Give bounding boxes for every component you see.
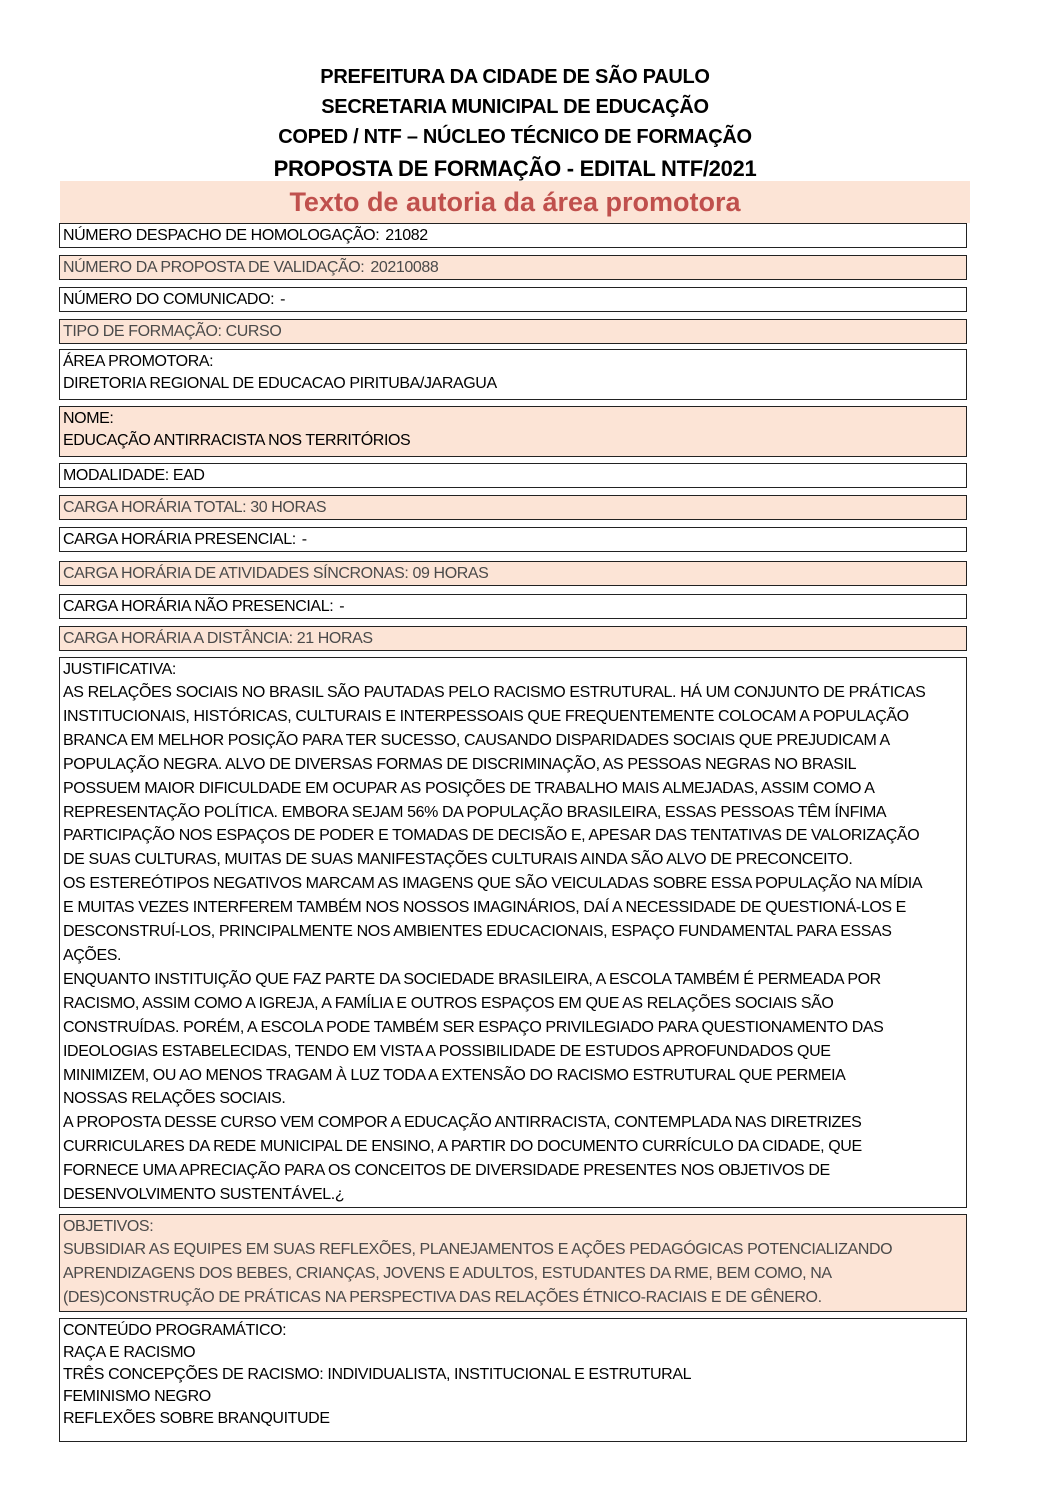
objetivos-label: OBJETIVOS: [63, 1218, 154, 1235]
conteudo-item: RAÇA E RACISMO [63, 1344, 196, 1361]
row-modalidade [59, 463, 967, 488]
header-line-1: PREFEITURA DA CIDADE DE SÃO PAULO [320, 66, 710, 88]
carga-nao-presencial-label: CARGA HORÁRIA NÃO PRESENCIAL: [63, 598, 334, 615]
comunicado-label: NÚMERO DO COMUNICADO: [63, 291, 275, 308]
tipo-formacao: TIPO DE FORMAÇÃO: CURSO [63, 323, 282, 340]
comunicado-value: - [280, 291, 286, 308]
row-nome [59, 406, 967, 457]
carga-nao-presencial-value: - [339, 598, 345, 615]
header-proposta [60, 154, 970, 184]
header-line-3: COPED / NTF – NÚCLEO TÉCNICO DE FORMAÇÃO [278, 126, 752, 148]
section-conteudo [59, 1318, 967, 1442]
carga-presencial-value: - [301, 531, 307, 548]
row-carga-total [59, 495, 967, 520]
section-objetivos [59, 1214, 967, 1312]
despacho-value: 21082 [385, 227, 428, 244]
carga-presencial-label: CARGA HORÁRIA PRESENCIAL: [63, 531, 296, 548]
conteudo-label: CONTEÚDO PROGRAMÁTICO: [63, 1322, 287, 1339]
header-line-4: PROPOSTA DE FORMAÇÃO - EDITAL NTF/2021 [273, 156, 757, 181]
row-carga-presencial [59, 527, 967, 552]
banner-text: Texto de autoria da área promotora [289, 187, 741, 217]
validacao-label: NÚMERO DA PROPOSTA DE VALIDAÇÃO: [63, 259, 365, 276]
authorship-banner [60, 181, 970, 223]
modalidade: MODALIDADE: EAD [63, 467, 205, 484]
carga-distancia: CARGA HORÁRIA A DISTÂNCIA: 21 HORAS [63, 630, 373, 647]
header-secretaria [60, 92, 970, 122]
objetivos-text: SUBSIDIAR AS EQUIPES EM SUAS REFLEXÕES, PLANEJAMENTOS E AÇÕES PEDAGÓGICAS POTENCIALIZANDO APRENDIZAGENS DOS BEBES, CRIANÇAS, JOVENS E ADULTOS, ESTUDANTES DA RME, BEM COMO, NA (DES)CONSTRUÇÃO DE PRÁTICAS NA PERSPECTIVA DAS RELAÇÕES ÉTNICO-RACIAIS E DE GÊNERO. [63, 1241, 893, 1306]
row-carga-nao-presencial [59, 594, 967, 619]
conteudo-item: FEMINISMO NEGRO [63, 1388, 211, 1405]
validacao-value: 20210088 [370, 259, 439, 276]
row-carga-sincronas [59, 561, 967, 586]
row-area-promotora [59, 349, 967, 400]
area-value: DIRETORIA REGIONAL DE EDUCACAO PIRITUBA/JARAGUA [63, 375, 497, 392]
area-label: ÁREA PROMOTORA: [63, 353, 214, 370]
row-tipo [59, 319, 967, 344]
despacho-label: NÚMERO DESPACHO DE HOMOLOGAÇÃO: [63, 227, 380, 244]
nome-label: NOME: [63, 410, 114, 427]
row-carga-distancia [59, 626, 967, 651]
justificativa-text: AS RELAÇÕES SOCIAIS NO BRASIL SÃO PAUTADAS PELO RACISMO ESTRUTURAL. HÁ UM CONJUNTO DE PRÁTICAS INSTITUCIONAIS, HISTÓRICAS, CULTURAIS E INTERPESSOAIS QUE FREQUENTEMENTE COLOCAM A POPULAÇÃO BRANCA EM MELHOR POSIÇÃO PARA TER SUCESSO, CAUSANDO DISPARIDADES SOCIAIS QUE PREJUDICAM A POPULAÇÃO NEGRA. ALVO DE DIVERSAS FORMAS DE DISCRIMINAÇÃO, AS PESSOAS NEGRAS NO BRASIL POSSUEM MAIOR DIFICULDADE EM OCUPAR AS POSIÇÕES DE TRABALHO MAIS ALMEJADAS, ASSIM COMO A REPRESENTAÇÃO POLÍTICA. EMBORA SEJAM 56% DA POPULAÇÃO BRASILEIRA, ESSAS PESSOAS TÊM ÍNFIMA PARTICIPAÇÃO NOS ESPAÇOS DE PODER E TOMADAS DE DECISÃO E, APESAR DAS TENTATIVAS DE VALORIZAÇÃO DE SUAS CULTURAS, MUITAS DE SUAS MANIFESTAÇÕES CULTURAIS AINDA SÃO ALVO DE PRECONCEITO. OS ESTEREÓTIPOS NEGATIVOS MARCAM AS IMAGENS QUE SÃO VEICULADAS SOBRE ESSA POPULAÇÃO NA MÍDIA E MUITAS VEZES INTERFEREM TAMBÉM NOS NOSSOS IMAGINÁRIOS, DAÍ A NECESSIDADE DE QUESTIONÁ-LOS E DESCONSTRUÍ-LOS, PRINCIPALMENTE NOS AMBIENTES EDUCACIONAIS, ESPAÇO FUNDAMENTAL PARA ESSAS AÇÕES. ENQUANTO INSTITUIÇÃO QUE FAZ PARTE DA SOCIEDADE BRASILEIRA, A ESCOLA TAMBÉM É PERMEADA POR RACISMO, ASSIM COMO A IGREJA, A FAMÍLIA E OUTROS ESPAÇOS EM QUE AS RELAÇÕES SOCIAIS SÃO CONSTRUÍDAS. PORÉM, A ESCOLA PODE TAMBÉM SER ESPAÇO PRIVILEGIADO PARA QUESTIONAMENTO DAS IDEOLOGIAS ESTABELECIDAS, TENDO EM VISTA A POSSIBILIDADE DE ESTUDOS APROFUNDADOS QUE MINIMIZEM, OU AO MENOS TRAGAM À LUZ TODA A EXTENSÃO DO RACISMO ESTRUTURAL QUE PERMEIA NOSSAS RELAÇÕES SOCIAIS. A PROPOSTA DESSE CURSO VEM COMPOR A EDUCAÇÃO ANTIRRACISTA, CONTEMPLADA NAS DIRETRIZES CURRICULARES DA REDE MUNICIPAL DE ENSINO, A PARTIR DO DOCUMENTO CURRÍCULO DA CIDADE, QUE FORNECE UMA APRECIAÇÃO PARA OS CONCEITOS DE DIVERSIDADE PRESENTES NOS OBJETIVOS DE DESENVOLVIMENTO SUSTENTÁVEL.¿ [63, 684, 926, 1204]
header-coped [60, 122, 970, 152]
header-line-2: SECRETARIA MUNICIPAL DE EDUCAÇÃO [321, 96, 709, 118]
carga-sincronas: CARGA HORÁRIA DE ATIVIDADES SÍNCRONAS: 09 HORAS [63, 565, 489, 582]
row-despacho [59, 223, 967, 248]
conteudo-item: REFLEXÕES SOBRE BRANQUITUDE [63, 1410, 330, 1427]
carga-total: CARGA HORÁRIA TOTAL: 30 HORAS [63, 499, 327, 516]
section-justificativa [59, 657, 967, 1208]
justificativa-label: JUSTIFICATIVA: [63, 661, 176, 678]
row-comunicado [59, 287, 967, 312]
nome-value: EDUCAÇÃO ANTIRRACISTA NOS TERRITÓRIOS [63, 432, 411, 449]
row-validacao [59, 255, 967, 280]
header-prefeitura [60, 62, 970, 92]
conteudo-item: TRÊS CONCEPÇÕES DE RACISMO: INDIVIDUALISTA, INSTITUCIONAL E ESTRUTURAL [63, 1366, 692, 1383]
